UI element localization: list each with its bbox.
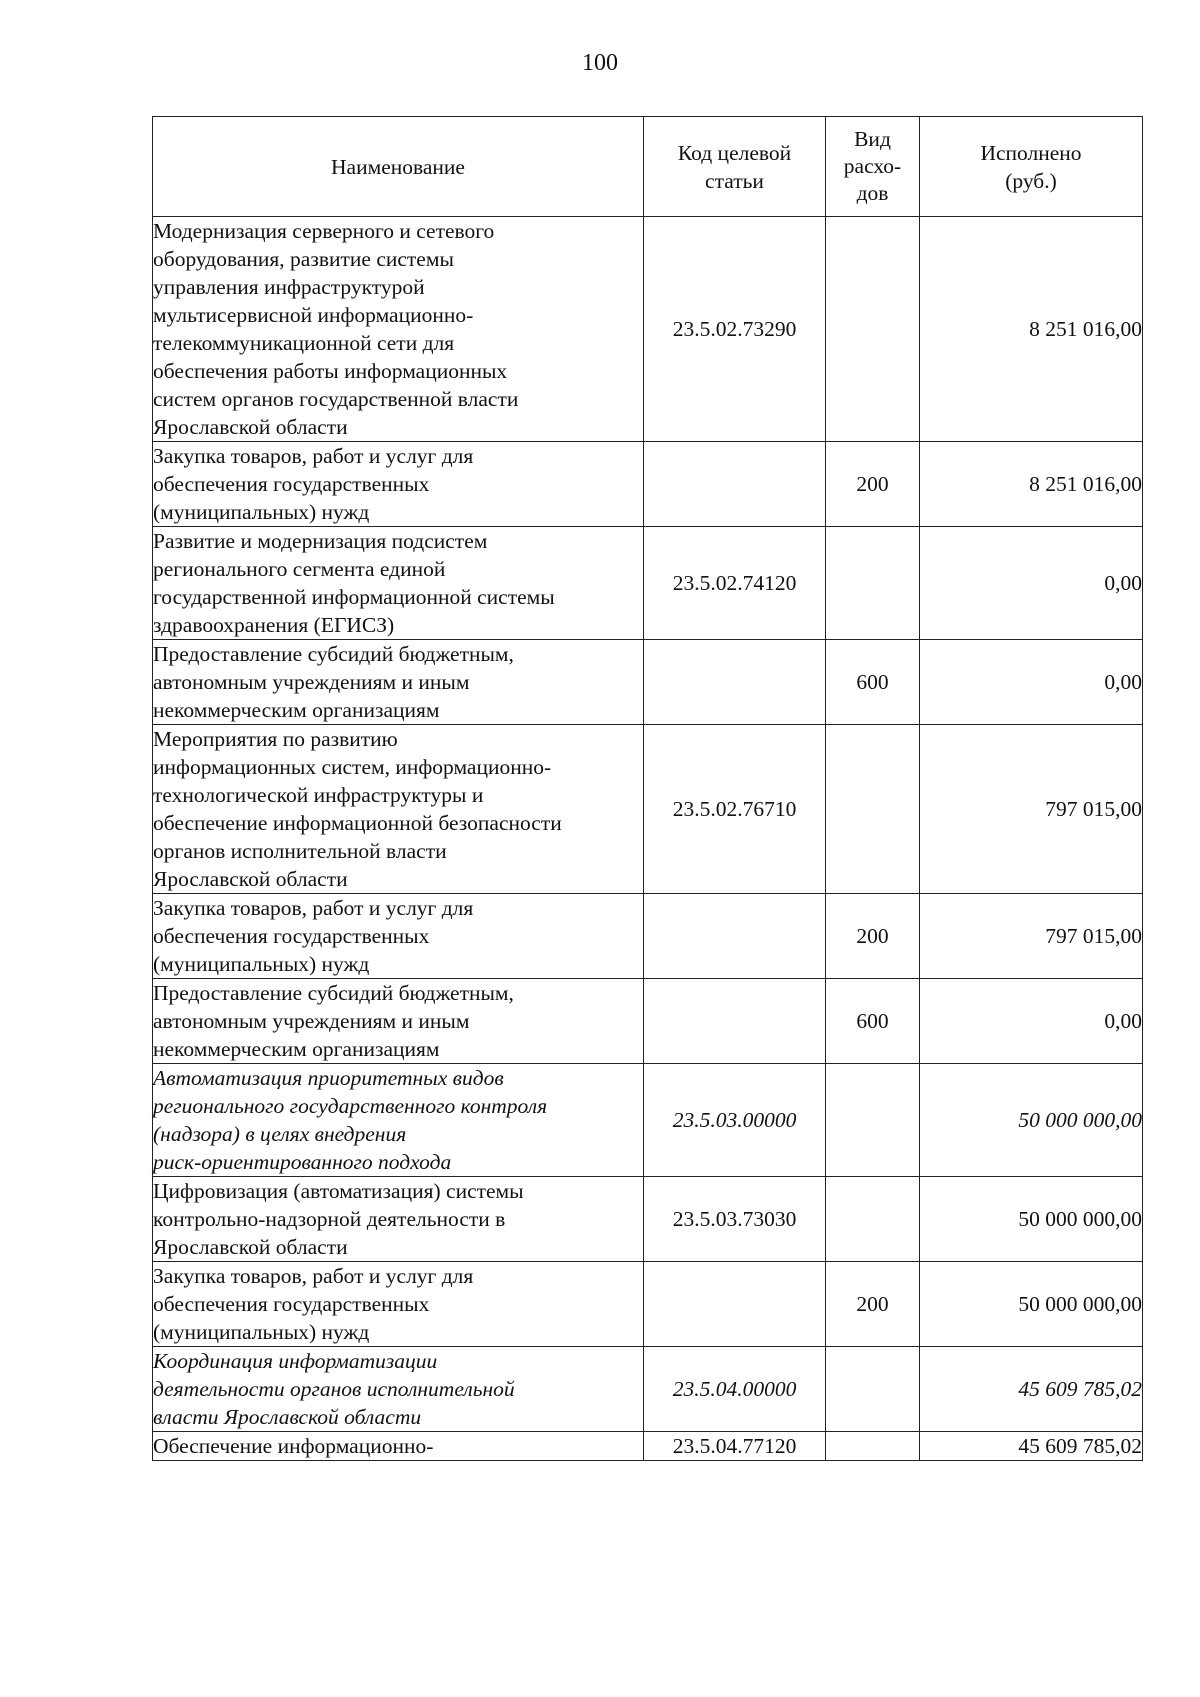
table-row <box>153 442 1143 527</box>
cell-target-article-code: 23.5.03.73030 <box>644 1177 826 1262</box>
cell-name <box>153 1262 644 1347</box>
cell-executed-amount: 0,00 <box>920 979 1143 1064</box>
name-line: Модернизация серверного и сетевого <box>153 219 495 243</box>
cell-target-article-code <box>644 640 826 725</box>
cell-target-article-code: 23.5.02.76710 <box>644 725 826 894</box>
cell-target-article-code <box>644 894 826 979</box>
header-name: Наименование <box>153 117 644 217</box>
cell-expense-type: 200 <box>826 894 920 979</box>
page-number: 100 <box>582 50 618 76</box>
cell-executed-amount: 8 251 016,00 <box>920 217 1143 442</box>
header-code-line: Код целевой <box>677 140 792 165</box>
cell-name <box>153 1177 644 1262</box>
cell-expense-type: 600 <box>826 979 920 1064</box>
name-line: Предоставление субсидий бюджетным, <box>153 642 514 666</box>
name-line: Закупка товаров, работ и услуг для <box>153 1264 474 1288</box>
name-line: автономным учреждениям и иным <box>153 1009 470 1033</box>
name-line: Ярославской области <box>153 415 348 439</box>
header-code-line: статьи <box>705 168 764 193</box>
name-line: обеспечения работы информационных <box>153 359 508 383</box>
name-line: контрольно-надзорной деятельности в <box>153 1207 506 1231</box>
cell-name <box>153 1347 644 1432</box>
cell-name <box>153 640 644 725</box>
name-line: регионального государственного контроля <box>153 1094 548 1118</box>
table-row <box>153 1064 1143 1177</box>
header-expense-type <box>826 117 920 217</box>
cell-name <box>153 217 644 442</box>
name-line: обеспечения государственных <box>153 472 430 496</box>
name-line: Закупка товаров, работ и услуг для <box>153 444 474 468</box>
name-line: Обеспечение информационно- <box>153 1434 434 1458</box>
name-line: (муниципальных) нужд <box>153 1320 370 1344</box>
name-line: власти Ярославской области <box>153 1405 422 1429</box>
name-line: Цифровизация (автоматизация) системы <box>153 1179 524 1203</box>
table-row <box>153 894 1143 979</box>
cell-name <box>153 894 644 979</box>
header-type-line: Вид <box>854 127 891 151</box>
table-row <box>153 979 1143 1064</box>
cell-expense-type <box>826 1347 920 1432</box>
cell-executed-amount: 797 015,00 <box>920 894 1143 979</box>
cell-expense-type: 200 <box>826 442 920 527</box>
table-row <box>153 1177 1143 1262</box>
cell-executed-amount: 50 000 000,00 <box>920 1262 1143 1347</box>
cell-expense-type <box>826 725 920 894</box>
name-line: Развитие и модернизация подсистем <box>153 529 488 553</box>
cell-name <box>153 1064 644 1177</box>
name-line: деятельности органов исполнительной <box>153 1377 515 1401</box>
cell-expense-type <box>826 1177 920 1262</box>
name-line: регионального сегмента единой <box>153 557 446 581</box>
expenditure-table <box>152 116 1143 1461</box>
cell-expense-type <box>826 1432 920 1461</box>
name-line: некоммерческим организациям <box>153 698 440 722</box>
name-line: Ярославской области <box>153 867 348 891</box>
header-executed-amount <box>920 117 1143 217</box>
cell-name <box>153 725 644 894</box>
cell-target-article-code: 23.5.04.77120 <box>644 1432 826 1461</box>
header-type-line: дов <box>856 181 889 205</box>
name-line: органов исполнительной власти <box>153 839 447 863</box>
cell-name <box>153 1432 644 1461</box>
name-line: Автоматизация приоритетных видов <box>153 1066 504 1090</box>
cell-name <box>153 527 644 640</box>
name-line: (муниципальных) нужд <box>153 952 370 976</box>
header-type-line: расхо- <box>843 154 902 178</box>
cell-expense-type <box>826 1064 920 1177</box>
cell-target-article-code: 23.5.04.00000 <box>644 1347 826 1432</box>
name-line: автономным учреждениям и иным <box>153 670 470 694</box>
table-row <box>153 1432 1143 1461</box>
name-line: мультисервисной информационно- <box>153 303 474 327</box>
name-line: оборудования, развитие системы <box>153 247 454 271</box>
table-row <box>153 725 1143 894</box>
name-line: некоммерческим организациям <box>153 1037 440 1061</box>
cell-executed-amount: 797 015,00 <box>920 725 1143 894</box>
cell-target-article-code <box>644 442 826 527</box>
cell-expense-type <box>826 217 920 442</box>
name-line: обеспечения государственных <box>153 1292 430 1316</box>
cell-executed-amount: 50 000 000,00 <box>920 1177 1143 1262</box>
name-line: Закупка товаров, работ и услуг для <box>153 896 474 920</box>
name-line: здравоохранения (ЕГИСЗ) <box>153 613 395 637</box>
name-line: государственной информационной системы <box>153 585 555 609</box>
cell-executed-amount: 8 251 016,00 <box>920 442 1143 527</box>
table-row <box>153 640 1143 725</box>
name-line: Координация информатизации <box>153 1349 438 1373</box>
cell-executed-amount: 0,00 <box>920 640 1143 725</box>
name-line: (надзора) в целях внедрения <box>153 1122 407 1146</box>
cell-executed-amount: 0,00 <box>920 527 1143 640</box>
cell-target-article-code <box>644 979 826 1064</box>
table-header-row <box>153 117 1143 217</box>
cell-expense-type: 200 <box>826 1262 920 1347</box>
cell-executed-amount: 45 609 785,02 <box>920 1432 1143 1461</box>
name-line: телекоммуникационной сети для <box>153 331 455 355</box>
name-line: технологической инфраструктуры и <box>153 783 484 807</box>
cell-target-article-code: 23.5.03.00000 <box>644 1064 826 1177</box>
cell-executed-amount: 45 609 785,02 <box>920 1347 1143 1432</box>
header-done-line: (руб.) <box>1005 168 1057 193</box>
cell-target-article-code: 23.5.02.73290 <box>644 217 826 442</box>
cell-name <box>153 442 644 527</box>
cell-target-article-code: 23.5.02.74120 <box>644 527 826 640</box>
name-line: Мероприятия по развитию <box>153 727 398 751</box>
name-line: систем органов государственной власти <box>153 387 519 411</box>
table-row <box>153 217 1143 442</box>
name-line: управления инфраструктурой <box>153 275 425 299</box>
table-body <box>153 217 1143 1461</box>
name-line: обеспечение информационной безопасности <box>153 811 562 835</box>
cell-target-article-code <box>644 1262 826 1347</box>
table-row <box>153 1262 1143 1347</box>
name-line: (муниципальных) нужд <box>153 500 370 524</box>
name-line: обеспечения государственных <box>153 924 430 948</box>
table-row <box>153 527 1143 640</box>
table-row <box>153 1347 1143 1432</box>
name-line: Предоставление субсидий бюджетным, <box>153 981 514 1005</box>
cell-name <box>153 979 644 1064</box>
name-line: Ярославской области <box>153 1235 348 1259</box>
cell-expense-type: 600 <box>826 640 920 725</box>
header-done-line: Исполнено <box>980 140 1082 165</box>
name-line: информационных систем, информационно- <box>153 755 552 779</box>
header-target-article-code <box>644 117 826 217</box>
cell-expense-type <box>826 527 920 640</box>
name-line: риск-ориентированного подхода <box>153 1150 452 1174</box>
cell-executed-amount: 50 000 000,00 <box>920 1064 1143 1177</box>
